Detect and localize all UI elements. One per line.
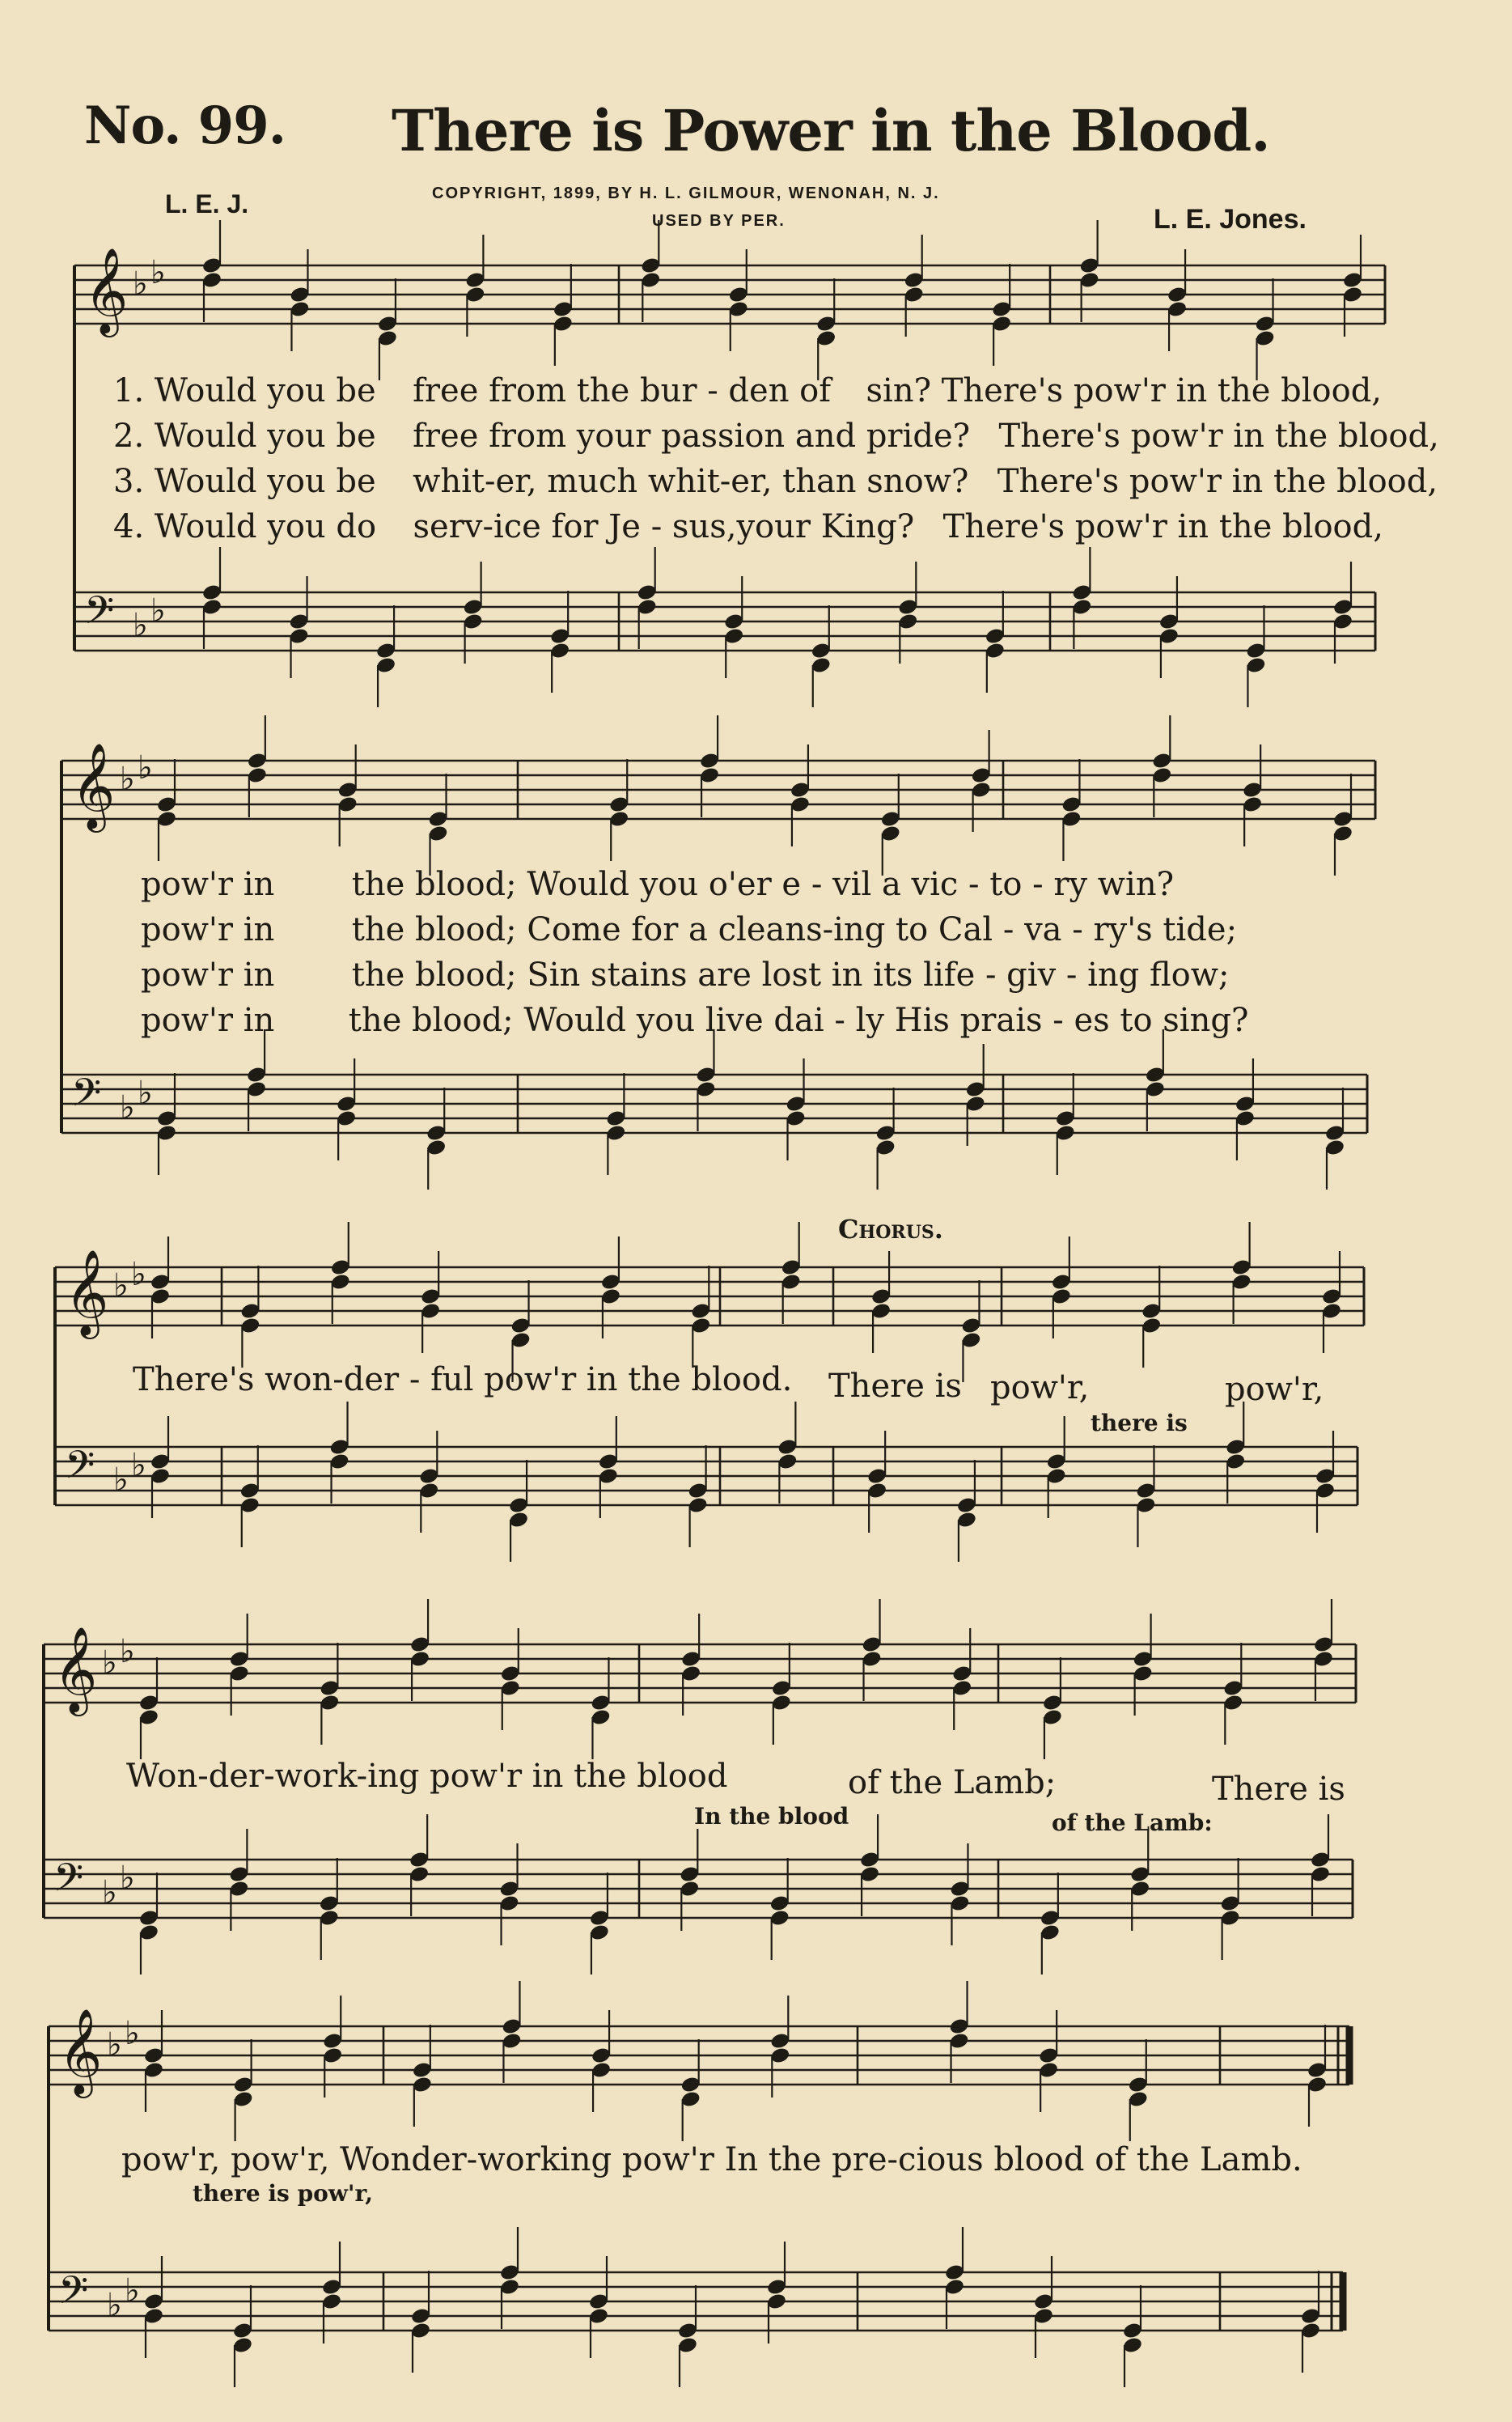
flat-icon: ♭	[125, 2272, 140, 2310]
flat-icon: ♭	[120, 1633, 135, 1670]
lyricist-credit: L. E. J.	[165, 189, 249, 218]
verse-number: 1.	[113, 372, 145, 409]
flat-icon: ♭	[133, 607, 148, 644]
verse-text-b: serv-ice for Je - sus,your King?	[413, 508, 915, 545]
flat-icon: ♭	[131, 1447, 146, 1484]
verse-text-a: pow'r in	[141, 956, 275, 994]
treble-clef-icon: 𝄞	[84, 247, 129, 333]
chorus-line-1d: pow'r,	[1225, 1371, 1324, 1408]
flat-icon: ♭	[120, 1089, 135, 1126]
flat-icon: ♭	[138, 1075, 153, 1112]
chorus-echo-1: there is	[1091, 1410, 1188, 1436]
verse-text-b: free from the bur - den of	[413, 372, 832, 409]
flat-icon: ♭	[131, 1256, 146, 1293]
chorus-line-2c: There is	[1212, 1771, 1345, 1808]
verse-line-3	[113, 463, 1438, 500]
flat-icon: ♭	[150, 254, 166, 291]
chorus-label: Chorus.	[838, 1214, 943, 1245]
bass-clef-icon: 𝄢	[71, 1070, 102, 1125]
verse-number: 2.	[113, 418, 145, 455]
treble-clef-icon: 𝄞	[65, 1249, 109, 1335]
verse-line-2	[113, 418, 1439, 455]
hymn-number: No. 99.	[84, 95, 286, 156]
verse-text-c: There's pow'r in the blood,	[997, 463, 1438, 500]
verse-text-c: There's pow'r in the blood,	[998, 418, 1439, 455]
chorus-line-1b: There is	[828, 1368, 962, 1405]
verse-text-c: sin? There's pow'r in the blood,	[866, 372, 1383, 409]
flat-icon: ♭	[150, 592, 166, 630]
verse-number: 3.	[113, 463, 145, 500]
permission-notice: USED BY PER.	[652, 212, 786, 230]
flat-icon: ♭	[120, 761, 135, 798]
treble-clef-icon: 𝄞	[58, 2008, 103, 2094]
flat-icon: ♭	[113, 1461, 129, 1499]
verse-text-a: Would you do	[154, 508, 377, 545]
chorus-echo-2a: In the blood	[694, 1803, 849, 1830]
verse-text-b: free from your passion and pride?	[413, 418, 971, 455]
chorus-line-2b: of the Lamb;	[848, 1764, 1057, 1801]
flat-icon: ♭	[138, 749, 153, 787]
verse-text-a: Would you be	[154, 372, 376, 409]
treble-clef-icon: 𝄞	[53, 1626, 98, 1712]
flat-icon: ♭	[107, 2287, 122, 2324]
hymn-title: There is Power in the Blood.	[392, 97, 1270, 164]
bass-clef-icon: 𝄢	[53, 1855, 84, 1910]
chorus-line-1c: pow'r,	[990, 1369, 1090, 1406]
flat-icon: ♭	[102, 1644, 117, 1682]
chorus-echo-3: there is pow'r,	[193, 2180, 373, 2207]
verse-text-a: Would you be	[154, 463, 376, 500]
verse-cont-line-1	[141, 866, 1174, 903]
chorus-line-1: There's won-der - ful pow'r in the blood.	[133, 1361, 793, 1398]
verse-number: 4.	[113, 508, 145, 545]
verse-text-a: pow'r in	[141, 866, 275, 903]
verse-line-4	[113, 508, 1383, 545]
verse-text-b: the blood; Would you live dai - ly His prais - es to sing?	[348, 1002, 1249, 1039]
verse-line-1	[113, 372, 1382, 409]
verse-cont-line-3	[141, 956, 1229, 994]
bass-clef-icon: 𝄢	[84, 587, 115, 643]
flat-icon: ♭	[113, 1267, 129, 1304]
bass-clef-icon: 𝄢	[58, 2267, 89, 2322]
verse-text-b: the blood; Would you o'er e - vil a vic - to - ry win?	[351, 866, 1175, 903]
flat-icon: ♭	[133, 265, 148, 303]
chorus-echo-2b: of the Lamb:	[1052, 1809, 1213, 1836]
verse-text-b: the blood; Come for a cleans-ing to Cal - va - ry's tide;	[351, 911, 1238, 948]
chorus-line-3: pow'r, pow'r, Wonder-working pow'r In the pre-cious blood of the Lamb.	[121, 2141, 1302, 2178]
verse-text-c: There's pow'r in the blood,	[942, 508, 1383, 545]
verse-text-a: Would you be	[154, 418, 376, 455]
flat-icon: ♭	[120, 1860, 135, 1897]
verse-text-b: the blood; Sin stains are lost in its life - giv - ing flow;	[351, 956, 1230, 994]
flat-icon: ♭	[107, 2026, 122, 2064]
verse-text-a: pow'r in	[141, 1002, 275, 1039]
verse-text-a: pow'r in	[141, 911, 275, 948]
chorus-line-2: Won-der-work-ing pow'r in the blood	[126, 1758, 728, 1795]
verse-cont-line-4	[141, 1002, 1248, 1039]
verse-cont-line-2	[141, 911, 1237, 948]
flat-icon: ♭	[102, 1874, 117, 1911]
flat-icon: ♭	[125, 2015, 140, 2052]
composer-credit: L. E. Jones.	[1154, 204, 1307, 235]
treble-clef-icon: 𝄞	[71, 742, 116, 829]
copyright-notice: COPYRIGHT, 1899, BY H. L. GILMOUR, WENONAH, N. J.	[432, 185, 940, 202]
verse-text-b: whit-er, much whit-er, than snow?	[413, 463, 969, 500]
bass-clef-icon: 𝄢	[65, 1442, 95, 1497]
